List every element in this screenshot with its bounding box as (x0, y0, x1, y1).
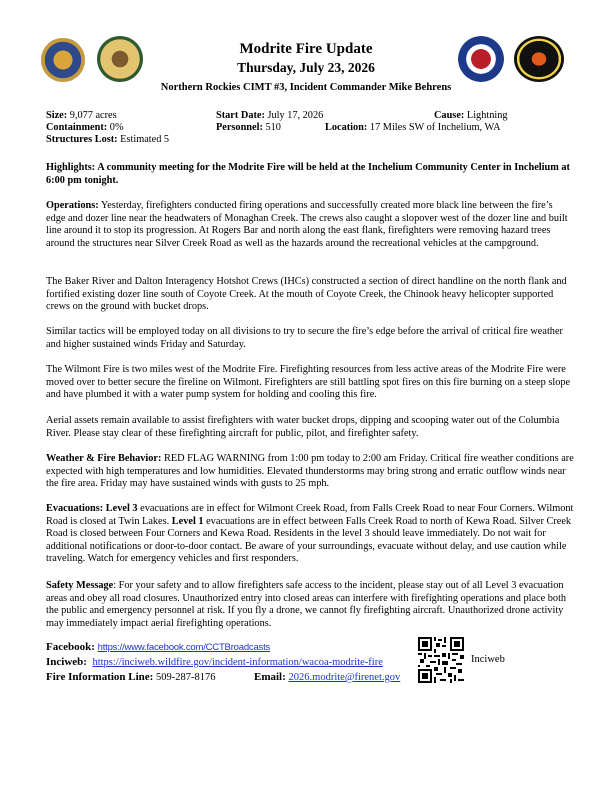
inciweb-label: Inciweb: (46, 656, 87, 668)
stat-location (325, 122, 501, 135)
safety-text: : For your safety and to allow firefighters safe access to the incident, please stay out of all Level 3 evacuation areas and obey all road closures. Unauthorized entry into closed areas can interfere with firefighting operations and place both the public and emergency personnel at risk. If you fly a drone, we cannot fly firefighting aircraft. Unauthorized drone activity may immediately impact aerial firefighting operations. (46, 580, 567, 629)
email-line (254, 671, 400, 683)
page-title: Modrite Fire Update (239, 41, 373, 57)
evacuations-text-2: evacuations are in effect between Falls Creek Road to north of Kewa Road. Silver Creek Road is closed between Four Corners and Kewa Road. Residents in the level 3 should leave immediately. Do not wait for additional notifications or door-to-door contact. Be aware of your surroundings, evacuate without delay, and use caution while traveling. Watch for emergency vehicles and first responders. (46, 515, 572, 565)
stat-start-label: Start Date: (216, 110, 265, 121)
stat-location-label: Location: (325, 122, 368, 133)
incident-team: Northern Rockies CIMT #3, Incident Commander Mike Behrens (160, 82, 452, 93)
evacuations-text-1: evacuations are in effect for Wilmont Creek Road, from Falls Creek Road to near Four Corners. Wilmont Road is closed at Twin Lakes. (46, 503, 574, 527)
stat-cause (434, 110, 508, 123)
stat-personnel-label: Personnel: (216, 122, 263, 133)
operations-text-1: Yesterday, firefighters conducted firing operations and successfully created more black line between the fire’s edge and dozer line near the headwaters of Monaghan Creek. The crews also caught a slopover west of the dozer line and built line around it to stop its progression. At Rogers Bar and north along the east flank, firefighters were removing hazard trees around the structures near Silver Creek Road as well as the hazards around the recreational vehicles at the campground. (46, 200, 568, 249)
stat-personnel-value: 510 (262, 122, 281, 133)
inciweb-link[interactable]: https://inciweb.wildfire.gov/incident-information/wacoa-modrite-fire (92, 657, 383, 668)
stat-size-value: 9,077 acres (67, 110, 117, 121)
weather-label: Weather & Fire Behavior: (46, 453, 162, 464)
safety-label: Safety Message (46, 580, 114, 591)
stat-containment (46, 122, 124, 135)
operations-label: Operations: (46, 200, 99, 211)
evacuations-label: Evacuations: (46, 503, 104, 514)
email-label: Email: (254, 671, 286, 683)
update-date: Thursday, July 23, 2026 (237, 60, 375, 75)
email-link[interactable]: 2026.modrite@firenet.gov (288, 672, 401, 683)
stat-start-date (216, 110, 323, 123)
stat-structures-value: Estimated 5 (117, 134, 170, 145)
stat-cause-value: Lightning (464, 110, 508, 121)
weather-text: RED FLAG WARNING from 1:00 pm today to 2:00 am Friday. Critical fire weather conditions are expected with high temperatures and low humidities. Elevated thunderstorms may bring strong and erratic outflow winds near the fire area. Friday may have sustained winds with gusts to 25 mph. (46, 453, 574, 490)
evacuations-level1: Level 1 (171, 515, 204, 527)
facebook-link[interactable]: https://www.facebook.com/CCTBroadcasts (97, 642, 271, 653)
highlights: Highlights: A community meeting for the Modrite Fire will be held at the Inchelium Community Center in Inchelium at 6:00 pm tonight. (46, 162, 570, 186)
operations-paragraph-1 (46, 200, 574, 250)
phone-value: 509-287-8176 (153, 672, 216, 683)
operations-paragraph-3: Similar tactics will be employed today on all divisions to try to secure the fire’s edge before the arrival of critical fire weather and higher sustained winds Friday and Saturday. (46, 326, 563, 350)
stat-location-value: 17 Miles SW of Inchelium, WA (367, 122, 501, 133)
stat-structures (46, 134, 169, 147)
safety-paragraph (46, 580, 574, 630)
facebook-line (46, 641, 270, 653)
inciweb-line (46, 656, 383, 668)
evacuations-level3: Level 3 (105, 503, 138, 514)
stat-containment-label: Containment: (46, 122, 108, 133)
operations-paragraph-4: The Wilmont Fire is two miles west of the Modrite Fire. Firefighting resources from less active areas of the Modrite Fire were moved over to better secure the fireline on Wilmont. Firefighters are still battling spot fires on this fire burning on a steep slope and have plumbed it with a water pump system for holding and cooling this fire. (46, 364, 571, 401)
stat-personnel (216, 122, 281, 135)
stat-cause-label: Cause: (434, 110, 465, 121)
phone-line (46, 671, 215, 683)
stat-size (46, 110, 117, 123)
evacuations-paragraph (46, 503, 574, 566)
phone-label: Fire Information Line: (46, 671, 154, 683)
operations-paragraph-2: The Baker River and Dalton Interagency Hotshot Crews (IHCs) constructed a section of direct handline on the north flank and fortified existing dozer line south of Coyote Creek. At the mouth of Coyote Creek, the Chinook heavy helicopter supported crews on the ground with bucket drops. (46, 276, 567, 313)
stat-size-label: Size: (46, 110, 68, 121)
qr-caption: Inciweb (471, 654, 505, 665)
weather-paragraph (46, 453, 574, 491)
stat-start-value: July 17, 2026 (264, 110, 324, 121)
stat-structures-label: Structures Lost: (46, 134, 118, 145)
facebook-label: Facebook: (46, 641, 95, 653)
stat-containment-value: 0% (107, 122, 124, 133)
operations-paragraph-5: Aerial assets remain available to assist firefighters with water bucket drops, dipping and scooping water out of the Columbia River. Please stay clear of these firefighting aircraft for public, pilot, and firefighter safety. (46, 415, 560, 439)
inciweb-qr-code[interactable] (418, 637, 464, 683)
